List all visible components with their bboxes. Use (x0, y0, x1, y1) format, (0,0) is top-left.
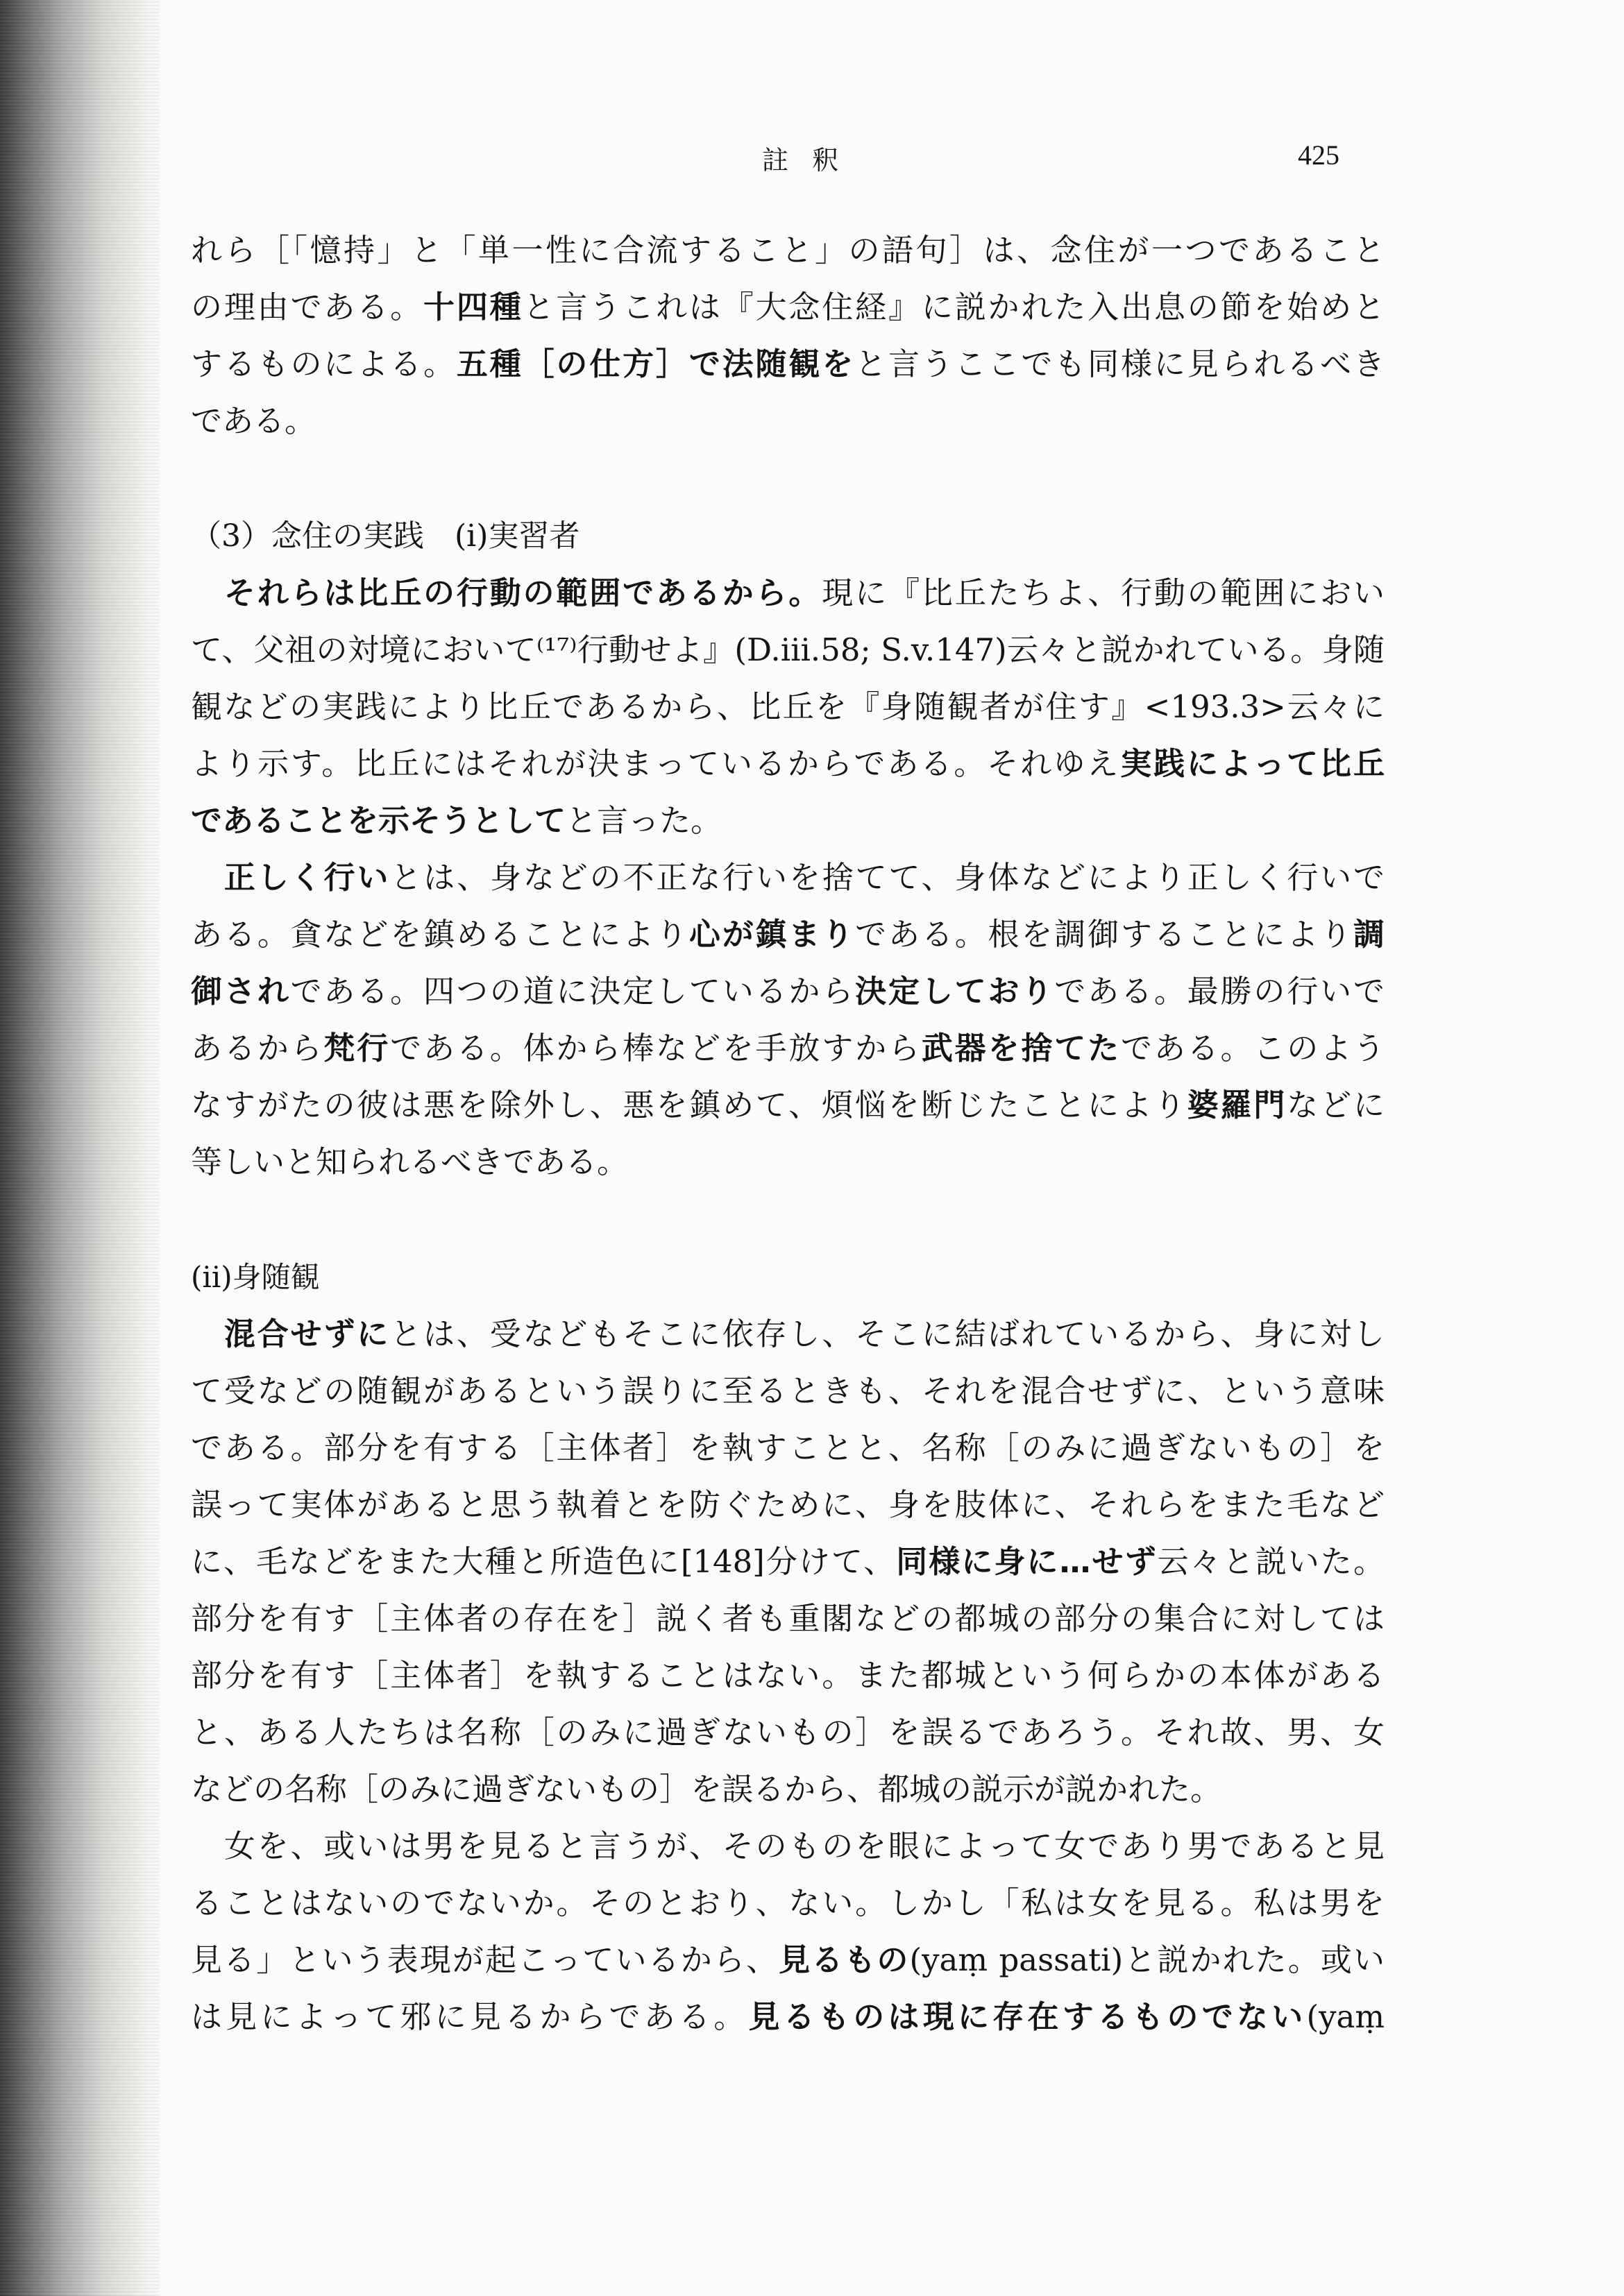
bold-term: 正しく行い (223, 859, 391, 896)
text-line (191, 1647, 1385, 1704)
text-line (191, 622, 1385, 679)
text-segment: とは、身などの不正な行いを捨てて、身体などにより正しく行いで (390, 859, 1385, 896)
text-line (191, 1989, 1385, 2046)
bold-term: 武器を捨てた (921, 1030, 1121, 1066)
bold-term: であることを示そうとして (191, 802, 566, 839)
bold-term: 同様に身に…せず (896, 1543, 1158, 1580)
bold-term: 十四種 (423, 289, 523, 325)
text-segment: である。このよう (1120, 1030, 1385, 1066)
text-segment: などの名称［のみに過ぎないもの］を誤るから、都城の説示が説かれた。 (191, 1771, 1222, 1808)
text-line (191, 1477, 1385, 1533)
running-header-title: 註釈 (761, 145, 862, 176)
bold-term: 混合せずに (223, 1316, 391, 1352)
text-segment: なすがたの彼は悪を除外し、悪を鎮めて、煩悩を断じたことにより (191, 1087, 1187, 1123)
text-segment: 現に『比丘たちよ、行動の範囲におい (822, 575, 1385, 611)
text-segment: 部分を有す［主体者］を執することはない。また都城という何らかの本体がある (191, 1657, 1385, 1694)
text-line (191, 565, 1385, 622)
text-segment: れら［「憶持」と「単一性に合流すること」の語句］は、念住が一つであること (191, 232, 1385, 269)
bold-term: 心が鎮まり (688, 916, 856, 953)
bold-term: 御され (191, 973, 291, 1010)
text-segment: は見によって邪に見るからである。 (191, 1998, 749, 2035)
text-line (191, 735, 1385, 792)
bold-term: それらは比丘の行動の範囲であるから。 (223, 575, 822, 611)
text-segment: である。 (191, 402, 316, 439)
text-line (191, 1875, 1385, 1932)
text-segment: に、毛などをまた大種と所造色に[148]分けて、 (191, 1543, 897, 1580)
text-segment: とは、受などもそこに依存し、そこに結ばれているから、身に対し (390, 1316, 1385, 1352)
text-line (191, 1761, 1385, 1818)
section-heading (191, 508, 1385, 565)
text-segment: である。根を調御することにより (855, 916, 1353, 953)
text-line (191, 1932, 1385, 1989)
text-segment (191, 1316, 224, 1352)
text-segment: ある。貪などを鎮めることにより (191, 916, 689, 953)
text-line (191, 906, 1385, 963)
text-segment: (yaṃ passati)と説かれた。或い (909, 1941, 1385, 1978)
text-line (191, 1077, 1385, 1134)
text-segment: である。部分を有する［主体者］を執すことと、名称［のみに過ぎないもの］を (191, 1429, 1385, 1466)
text-line (191, 336, 1385, 393)
text-line (191, 1306, 1385, 1363)
text-segment: ることはないのでないか。そのとおり、ない。しかし「私は女を見る。私は男を (191, 1885, 1385, 1921)
text-line (191, 1818, 1385, 1875)
bold-term: 見るもの (779, 1941, 910, 1978)
text-segment: (yaṃ (1306, 1998, 1385, 2035)
text-segment: あるから (191, 1030, 324, 1066)
body-text (191, 222, 1385, 2046)
text-segment: と言うここでも同様に見られるべき (855, 346, 1385, 382)
section-gap (191, 450, 1385, 508)
text-segment: と言うこれは『大念住経』に説かれた入出息の節を始めと (523, 289, 1385, 325)
text-line (191, 679, 1385, 735)
text-segment: である。体から棒などを手放すから (390, 1030, 922, 1066)
text-segment: より示す。比丘にはそれが決まっているからである。それゆえ (191, 745, 1121, 782)
page-number: 425 (1298, 139, 1339, 171)
bold-term: 決定しており (855, 973, 1055, 1010)
bold-term: 見るものは現に存在するものでない (748, 1998, 1307, 2035)
text-line (191, 792, 1385, 849)
text-segment: などに (1287, 1087, 1385, 1123)
text-segment: 云々と説いた。 (1157, 1543, 1385, 1580)
text-segment: 部分を有す［主体者の存在を］説く者も重閣などの都城の部分の集合に対しては (191, 1600, 1385, 1637)
text-segment (191, 575, 224, 611)
text-segment: するものによる。 (191, 346, 457, 382)
text-line (191, 393, 1385, 450)
bold-term: 調 (1353, 916, 1385, 953)
text-line (191, 222, 1385, 279)
text-segment: 等しいと知られるべきである。 (191, 1143, 629, 1180)
text-segment: である。最勝の行いで (1054, 973, 1385, 1010)
text-segment: て、父祖の対境において⁽¹⁷⁾行動せよ』(D.iii.58; S.v.147)云々と説かれている。身随 (191, 631, 1385, 668)
text-line (191, 279, 1385, 336)
text-segment: と、ある人たちは名称［のみに過ぎないもの］を誤るであろう。それ故、男、女 (191, 1714, 1385, 1751)
bold-term: 実践によって比丘 (1120, 745, 1385, 782)
text-line (191, 1020, 1385, 1077)
bold-term: 梵行 (323, 1030, 391, 1066)
text-line (191, 963, 1385, 1020)
text-segment: である。四つの道に決定しているから (290, 973, 856, 1010)
text-line (191, 1533, 1385, 1590)
bold-term: 婆羅門 (1187, 1087, 1287, 1123)
text-line (191, 1590, 1385, 1647)
text-line (191, 849, 1385, 906)
text-segment: 観などの実践により比丘であるから、比丘を『身随観者が住す』<193.3>云々に (191, 688, 1385, 725)
section-gap (191, 1191, 1385, 1249)
text-segment: 誤って実体があると思う執着とを防ぐために、身を肢体に、それらをまた毛など (191, 1486, 1385, 1523)
text-line (191, 1363, 1385, 1420)
text-segment: (ii)身随観 (191, 1260, 320, 1294)
text-line (191, 1704, 1385, 1761)
text-segment: 女を、或いは男を見ると言うが、そのものを眼によって女であり男であると見 (191, 1828, 1385, 1864)
text-segment: （3）念住の実践 (i)実習者 (191, 518, 580, 554)
text-segment: の理由である。 (191, 289, 423, 325)
text-segment: て受などの随観があるという誤りに至るときも、それを混合せずに、という意味 (191, 1372, 1385, 1409)
section-heading (191, 1249, 1385, 1306)
text-segment: と言った。 (566, 802, 722, 839)
text-line (191, 1420, 1385, 1477)
text-segment: 見る」という表現が起こっているから、 (191, 1941, 779, 1978)
text-segment (191, 859, 224, 896)
bold-term: 五種［の仕方］で法随観を (456, 346, 856, 382)
text-line (191, 1134, 1385, 1191)
scan-gutter-shadow (0, 0, 160, 2296)
